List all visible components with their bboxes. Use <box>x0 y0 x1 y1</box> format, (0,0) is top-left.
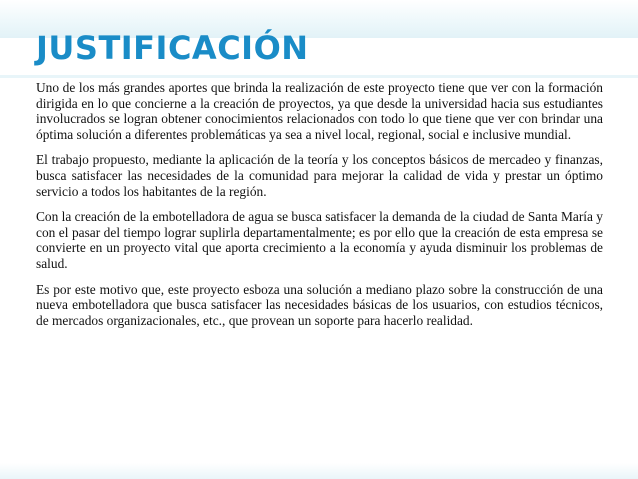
paragraph-1: Uno de los más grandes aportes que brinda la realización de este proyecto tiene que ver con la formación dirigida en lo que concierne a la creación de proyectos, ya que desde la universidad hacia sus estudiantes involucrados se logran obtener conocimientos relacionados con todo lo que tiene que ver con brindar una óptima solución a diferentes problemáticas ya sea a nivel local, regional, social e inclusive mundial. <box>36 80 603 142</box>
bottom-decorative-band <box>0 463 638 479</box>
paragraph-2: El trabajo propuesto, mediante la aplicación de la teoría y los conceptos básicos de mercadeo y finanzas, busca satisfacer las necesidades de la comunidad para mejorar la calidad de vida y prestar un óptimo servicio a todos los habitantes de la región. <box>36 152 603 199</box>
title-divider <box>0 75 638 78</box>
paragraph-3: Con la creación de la embotelladora de agua se busca satisfacer la demanda de la ciudad de Santa María y con el pasar del tiempo lograr suplirla departamentalmente; es por ello que la creación de esta empresa se convierte en un proyecto vital que aporta crecimiento a la economía y ayuda disminuir los problemas de salud. <box>36 209 603 271</box>
slide-title: JUSTIFICACIÓN <box>36 29 309 67</box>
paragraph-4: Es por este motivo que, este proyecto esboza una solución a mediano plazo sobre la construcción de una nueva embotelladora que busca satisfacer las necesidades básicas de los usuarios, con estudios técnicos, de mercados organizacionales, etc., que provean un soporte para hacerlo realidad. <box>36 281 603 328</box>
slide-body <box>36 80 603 338</box>
